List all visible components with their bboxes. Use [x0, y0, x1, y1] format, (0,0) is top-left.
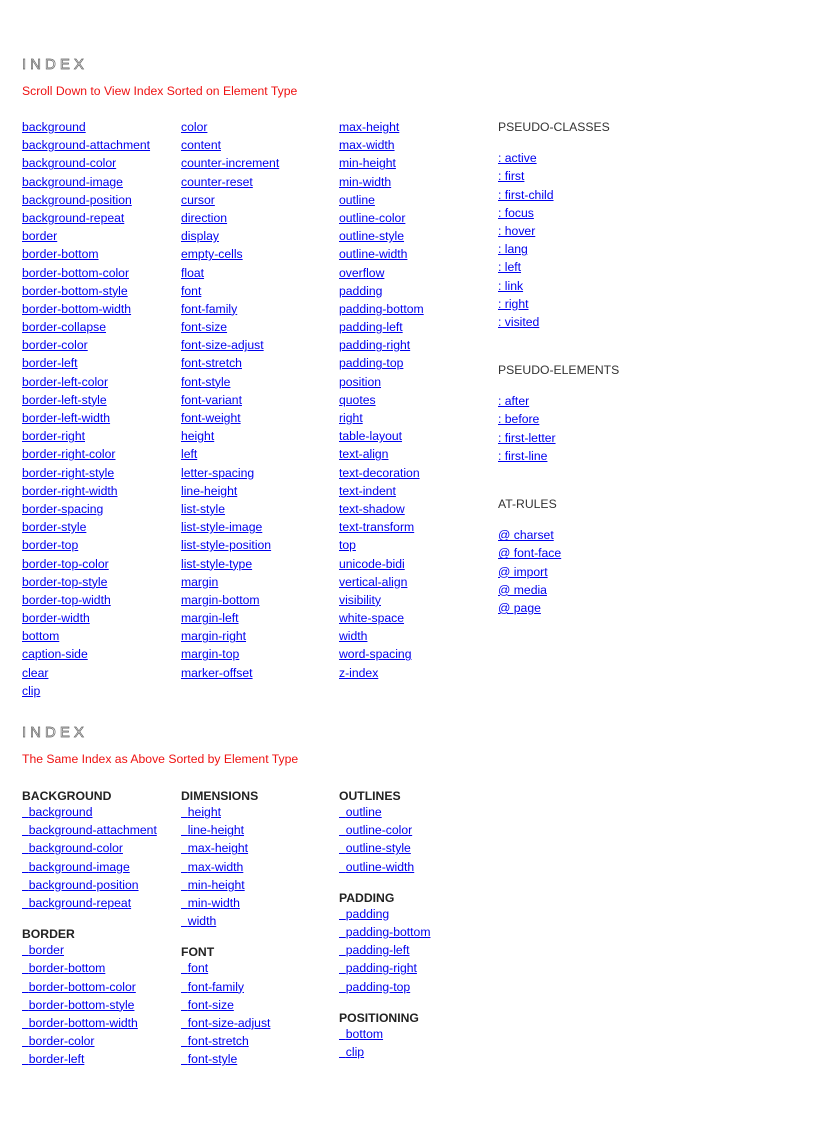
- index-link-outline-color[interactable]: outline-color: [339, 210, 406, 225]
- index-link-focus[interactable]: : focus: [498, 205, 534, 220]
- pseudo-classes-heading: PSEUDO-CLASSES: [498, 120, 610, 134]
- group-column-1: [22, 788, 182, 1069]
- index-link-border-color[interactable]: border-color: [22, 338, 88, 353]
- group-link-background-image[interactable]: background-image: [28, 859, 130, 874]
- index-link-text-decoration[interactable]: text-decoration: [339, 465, 420, 480]
- index-link-border-style[interactable]: border-style: [22, 520, 87, 535]
- group-link-max-height[interactable]: max-height: [187, 841, 249, 856]
- index-link-quotes[interactable]: quotes: [339, 392, 376, 407]
- index-heading: INDEX: [22, 56, 88, 73]
- group-link-bottom[interactable]: bottom: [345, 1026, 384, 1041]
- at-rules-heading: AT-RULES: [498, 497, 557, 511]
- index-link-min-width[interactable]: min-width: [339, 174, 392, 189]
- group-link-outline-style[interactable]: outline-style: [345, 841, 411, 856]
- index-link-font-size[interactable]: font-size: [181, 320, 228, 335]
- group-link-font-stretch[interactable]: font-stretch: [187, 1034, 249, 1049]
- index-link-lang[interactable]: : lang: [498, 242, 528, 257]
- index-link-after[interactable]: : after: [498, 394, 530, 409]
- index-link-first-child[interactable]: : first-child: [498, 187, 554, 202]
- index-link-max-height[interactable]: max-height: [339, 120, 400, 134]
- index-link-float[interactable]: float: [181, 265, 205, 280]
- index-link-list-style[interactable]: list-style: [181, 501, 226, 516]
- group-link-border-bottom-color[interactable]: border-bottom-color: [28, 979, 136, 994]
- index-link-margin-bottom[interactable]: margin-bottom: [181, 592, 260, 607]
- index-link-table-layout[interactable]: table-layout: [339, 429, 403, 444]
- index-link-font-size-adjust[interactable]: font-size-adjust: [181, 338, 264, 353]
- group-link-padding-bottom[interactable]: padding-bottom: [345, 924, 431, 939]
- index-heading-2: INDEX: [22, 724, 88, 741]
- index-link-import[interactable]: @ import: [498, 564, 548, 579]
- index-link-charset[interactable]: @ charset: [498, 528, 554, 543]
- index-link-caption-side[interactable]: caption-side: [22, 647, 88, 662]
- index-link-clear[interactable]: clear: [22, 665, 49, 680]
- index-link-font-face[interactable]: @ font-face: [498, 546, 562, 561]
- index-link-font-style[interactable]: font-style: [181, 374, 231, 389]
- index-link-background-attachment[interactable]: background-attachment: [22, 138, 151, 153]
- group-link-line-height[interactable]: line-height: [187, 823, 245, 838]
- index-link-border-width[interactable]: border-width: [22, 611, 90, 626]
- index-link-link[interactable]: : link: [498, 278, 524, 293]
- index-link-border-top-color[interactable]: border-top-color: [22, 556, 109, 571]
- group-link-padding-left[interactable]: padding-left: [345, 943, 410, 958]
- group-heading-background: BACKGROUND: [22, 789, 112, 803]
- group-heading-positioning: POSITIONING: [339, 1010, 419, 1025]
- index-link-hover[interactable]: : hover: [498, 223, 536, 238]
- index-link-white-space[interactable]: white-space: [339, 611, 405, 626]
- index-link-border-left-color[interactable]: border-left-color: [22, 374, 109, 389]
- index-link-counter-increment[interactable]: counter-increment: [181, 156, 280, 171]
- index-link-content[interactable]: content: [181, 138, 221, 153]
- index-link-media[interactable]: @ media: [498, 582, 547, 597]
- index-link-width[interactable]: width: [339, 629, 368, 644]
- index-link-background-position[interactable]: background-position: [22, 192, 132, 207]
- group-heading-outlines: OUTLINES: [339, 789, 401, 803]
- index-link-font-weight[interactable]: font-weight: [181, 411, 241, 425]
- index-link-border-left[interactable]: border-left: [22, 356, 78, 371]
- index-subtitle: Scroll Down to View Index Sorted on Element Type: [22, 84, 298, 98]
- index-link-border-bottom-width[interactable]: border-bottom-width: [22, 301, 132, 316]
- group-link-border[interactable]: border: [28, 943, 65, 958]
- index-link-unicode-bidi[interactable]: unicode-bidi: [339, 556, 405, 571]
- index-link-left[interactable]: left: [181, 447, 198, 462]
- index-link-letter-spacing[interactable]: letter-spacing: [181, 465, 255, 480]
- index-column-4: [498, 119, 658, 618]
- index-link-border[interactable]: border: [22, 229, 58, 244]
- index-link-padding-right[interactable]: padding-right: [339, 338, 411, 353]
- index-link-background-color[interactable]: background-color: [22, 156, 117, 171]
- index-link-first-letter[interactable]: : first-letter: [498, 430, 556, 445]
- index-link-background[interactable]: background: [22, 120, 86, 134]
- index-link-margin[interactable]: margin: [181, 574, 219, 589]
- index-link-text-align[interactable]: text-align: [339, 447, 389, 462]
- group-link-width[interactable]: width: [187, 914, 217, 929]
- group-link-border-bottom-width[interactable]: border-bottom-width: [28, 1015, 138, 1030]
- index-link-font-variant[interactable]: font-variant: [181, 392, 242, 407]
- index-link-right[interactable]: right: [339, 411, 363, 425]
- index-link-color[interactable]: color: [181, 120, 208, 134]
- group-link-padding-right[interactable]: padding-right: [345, 961, 417, 976]
- index-link-outline[interactable]: outline: [339, 192, 375, 207]
- index-link-overflow[interactable]: overflow: [339, 265, 385, 280]
- group-link-border-left[interactable]: border-left: [28, 1052, 85, 1067]
- group-link-font-style[interactable]: font-style: [187, 1052, 238, 1067]
- index-column-1: [22, 119, 182, 701]
- index-link-text-transform[interactable]: text-transform: [339, 520, 415, 535]
- group-column-2: [181, 788, 341, 1069]
- index-link-margin-top[interactable]: margin-top: [181, 647, 240, 662]
- index-link-border-collapse[interactable]: border-collapse: [22, 320, 107, 335]
- group-column-3: [339, 788, 499, 1062]
- index-link-direction[interactable]: direction: [181, 210, 228, 225]
- index-link-background-repeat[interactable]: background-repeat: [22, 210, 125, 225]
- group-link-outline-width[interactable]: outline-width: [345, 859, 415, 874]
- group-link-border-bottom-style[interactable]: border-bottom-style: [28, 997, 135, 1012]
- group-link-background[interactable]: background: [28, 805, 93, 819]
- index-link-right[interactable]: : right: [498, 296, 529, 311]
- index-link-list-style-type[interactable]: list-style-type: [181, 556, 253, 571]
- index-link-text-shadow[interactable]: text-shadow: [339, 501, 405, 516]
- index-link-border-left-style[interactable]: border-left-style: [22, 392, 107, 407]
- group-link-height[interactable]: height: [187, 805, 221, 819]
- index-link-outline-style[interactable]: outline-style: [339, 229, 405, 244]
- index-link-border-right-width[interactable]: border-right-width: [22, 483, 118, 498]
- index-subtitle-2: The Same Index as Above Sorted by Element Type: [22, 752, 299, 766]
- index-link-display[interactable]: display: [181, 229, 219, 244]
- index-link-first-line[interactable]: : first-line: [498, 448, 548, 463]
- index-link-marker-offset[interactable]: marker-offset: [181, 665, 253, 680]
- index-link-first[interactable]: : first: [498, 169, 525, 184]
- group-heading-dimensions: DIMENSIONS: [181, 789, 259, 803]
- index-link-left[interactable]: : left: [498, 260, 522, 275]
- index-link-min-height[interactable]: min-height: [339, 156, 396, 171]
- index-link-list-style-position[interactable]: list-style-position: [181, 538, 272, 553]
- index-link-border-bottom[interactable]: border-bottom: [22, 247, 99, 262]
- index-column-2: [181, 119, 341, 683]
- index-link-border-top[interactable]: border-top: [22, 538, 79, 553]
- index-link-bottom[interactable]: bottom: [22, 629, 60, 644]
- index-link-padding[interactable]: padding: [339, 283, 383, 298]
- group-link-min-width[interactable]: min-width: [187, 895, 240, 910]
- index-link-page[interactable]: @ page: [498, 600, 541, 615]
- group-link-outline[interactable]: outline: [345, 805, 382, 819]
- group-link-outline-color[interactable]: outline-color: [345, 823, 413, 838]
- index-link-margin-left[interactable]: margin-left: [181, 611, 239, 626]
- index-link-z-index[interactable]: z-index: [339, 665, 379, 680]
- group-link-padding-top[interactable]: padding-top: [345, 979, 411, 994]
- group-link-background-color[interactable]: background-color: [28, 841, 123, 856]
- index-link-word-spacing[interactable]: word-spacing: [339, 647, 412, 662]
- index-link-font[interactable]: font: [181, 283, 202, 298]
- group-heading-padding: PADDING: [339, 890, 395, 905]
- index-link-active[interactable]: : active: [498, 151, 537, 166]
- group-link-font-family[interactable]: font-family: [187, 979, 244, 994]
- index-link-border-bottom-style[interactable]: border-bottom-style: [22, 283, 128, 298]
- group-link-font-size[interactable]: font-size: [187, 997, 234, 1012]
- group-link-border-color[interactable]: border-color: [28, 1034, 95, 1049]
- index-link-padding-top[interactable]: padding-top: [339, 356, 404, 371]
- group-link-max-width[interactable]: max-width: [187, 859, 244, 874]
- index-link-line-height[interactable]: line-height: [181, 483, 238, 498]
- group-link-font[interactable]: font: [187, 961, 209, 976]
- index-link-list-style-image[interactable]: list-style-image: [181, 520, 263, 535]
- group-link-padding[interactable]: padding: [345, 906, 390, 921]
- group-link-border-bottom[interactable]: border-bottom: [28, 961, 106, 976]
- group-link-background-repeat[interactable]: background-repeat: [28, 895, 132, 910]
- index-link-height[interactable]: height: [181, 429, 215, 444]
- index-link-font-family[interactable]: font-family: [181, 301, 238, 316]
- index-link-counter-reset[interactable]: counter-reset: [181, 174, 253, 189]
- pseudo-elements-heading: PSEUDO-ELEMENTS: [498, 363, 620, 378]
- index-link-visibility[interactable]: visibility: [339, 592, 381, 607]
- index-link-border-right-style[interactable]: border-right-style: [22, 465, 115, 480]
- index-link-padding-left[interactable]: padding-left: [339, 320, 403, 335]
- group-link-min-height[interactable]: min-height: [187, 877, 245, 892]
- index-link-top[interactable]: top: [339, 538, 356, 553]
- group-heading-border: BORDER: [22, 927, 75, 942]
- group-link-background-attachment[interactable]: background-attachment: [28, 823, 157, 838]
- index-link-text-indent[interactable]: text-indent: [339, 483, 396, 498]
- index-column-3: [339, 119, 499, 683]
- group-link-background-position[interactable]: background-position: [28, 877, 139, 892]
- index-link-font-stretch[interactable]: font-stretch: [181, 356, 242, 371]
- index-link-visited[interactable]: : visited: [498, 314, 540, 329]
- index-link-border-right[interactable]: border-right: [22, 429, 85, 444]
- group-link-font-size-adjust[interactable]: font-size-adjust: [187, 1015, 271, 1030]
- index-link-padding-bottom[interactable]: padding-bottom: [339, 301, 424, 316]
- index-link-before[interactable]: : before: [498, 412, 540, 427]
- index-link-border-top-width[interactable]: border-top-width: [22, 592, 111, 607]
- index-link-background-image[interactable]: background-image: [22, 174, 123, 189]
- index-link-empty-cells[interactable]: empty-cells: [181, 247, 243, 262]
- index-link-position[interactable]: position: [339, 374, 382, 389]
- index-link-max-width[interactable]: max-width: [339, 138, 395, 153]
- index-link-clip[interactable]: clip: [22, 683, 41, 698]
- index-link-cursor[interactable]: cursor: [181, 192, 215, 207]
- group-link-clip[interactable]: clip: [345, 1044, 365, 1059]
- index-link-margin-right[interactable]: margin-right: [181, 629, 247, 644]
- index-link-border-bottom-color[interactable]: border-bottom-color: [22, 265, 130, 280]
- index-link-border-spacing[interactable]: border-spacing: [22, 501, 104, 516]
- group-heading-font: FONT: [181, 945, 215, 960]
- index-link-border-right-color[interactable]: border-right-color: [22, 447, 116, 462]
- index-link-border-left-width[interactable]: border-left-width: [22, 411, 111, 425]
- index-link-border-top-style[interactable]: border-top-style: [22, 574, 108, 589]
- index-link-vertical-align[interactable]: vertical-align: [339, 574, 408, 589]
- index-link-outline-width[interactable]: outline-width: [339, 247, 408, 262]
